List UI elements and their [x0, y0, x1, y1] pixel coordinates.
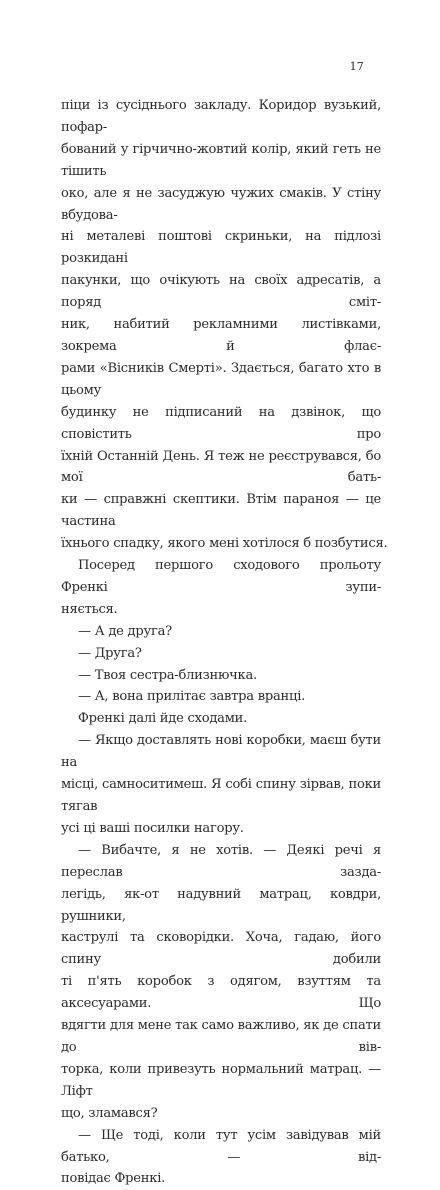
text-line: будинку не підписаний на дзвінок, що сповістить про [61, 404, 381, 442]
text-line: місці, самноситимеш. Я собі спину зірвав, поки тягав [61, 777, 381, 814]
text-line: вдягти для мене так само важливо, як де спати до вів- [61, 1018, 381, 1055]
text-line: ті п'ять коробок з одягом, взуттям та аксесуарами. Що [61, 974, 381, 1012]
text-line: — Вибачте, я не хотів. — Деякі речі я переслав зазда- [61, 842, 381, 880]
text-line: ні металеві поштові скриньки, на підлозі розкидані [61, 229, 381, 267]
text-line: рами «Вісників Смерті». Здається, багато хто в цьому [61, 360, 381, 398]
text-line: їхній Останній День. Я теж не реєструвався, бо мої бать- [61, 448, 381, 486]
text-line: повідає Френкі. [61, 1171, 166, 1187]
body-text [61, 95, 388, 1190]
text-line: ки — справжні скептики. Втім параноя — це частина [61, 492, 381, 530]
text-line: Посеред першого сходового прольоту Френкі зупи- [61, 558, 381, 595]
text-line: — Якщо доставлять нові коробки, маєш бути на [61, 733, 381, 771]
text-line: — Друга? [78, 645, 142, 661]
page-number: 17 [349, 60, 364, 73]
text-line: усі ці ваші посилки нагору. [61, 820, 244, 836]
text-line: каструлі та сковорідки. Хоча, гадаю, його спину добили [61, 930, 381, 968]
text-line: що, зламався? [61, 1105, 158, 1121]
text-line: — Твоя сестра-близнючка. [78, 667, 257, 683]
text-line: піци із сусіднього закладу. Коридор вузький, пофар- [61, 98, 381, 135]
text-line: ник, набитий рекламними листівками, зокрема й флає- [61, 317, 381, 354]
text-line: око, але я не засуджую чужих смаків. У стіну вбудова- [61, 185, 381, 223]
text-line: пакунки, що очікують на своїх адресатів, а поряд сміт- [61, 273, 381, 311]
text-line: Френкі далі йде сходами. [78, 711, 248, 727]
text-line: бований у гірчично-жовтий колір, який геть не тішить [61, 141, 381, 179]
text-line: торка, коли привезуть нормальний матрац. — Ліфт [61, 1061, 381, 1099]
text-line: їхнього спадку, якого мені хотілося б позбутися. [61, 536, 388, 552]
text-line: — А, вона прилітає завтра вранці. [78, 689, 306, 705]
text-line: легідь, як-от надувний матрац, ковдри, рушники, [61, 886, 381, 924]
text-line: — Ще тоді, коли тут усім завідував мій батько, — від- [61, 1127, 381, 1165]
text-line: — А де друга? [78, 623, 172, 639]
text-line: няється. [61, 601, 118, 617]
